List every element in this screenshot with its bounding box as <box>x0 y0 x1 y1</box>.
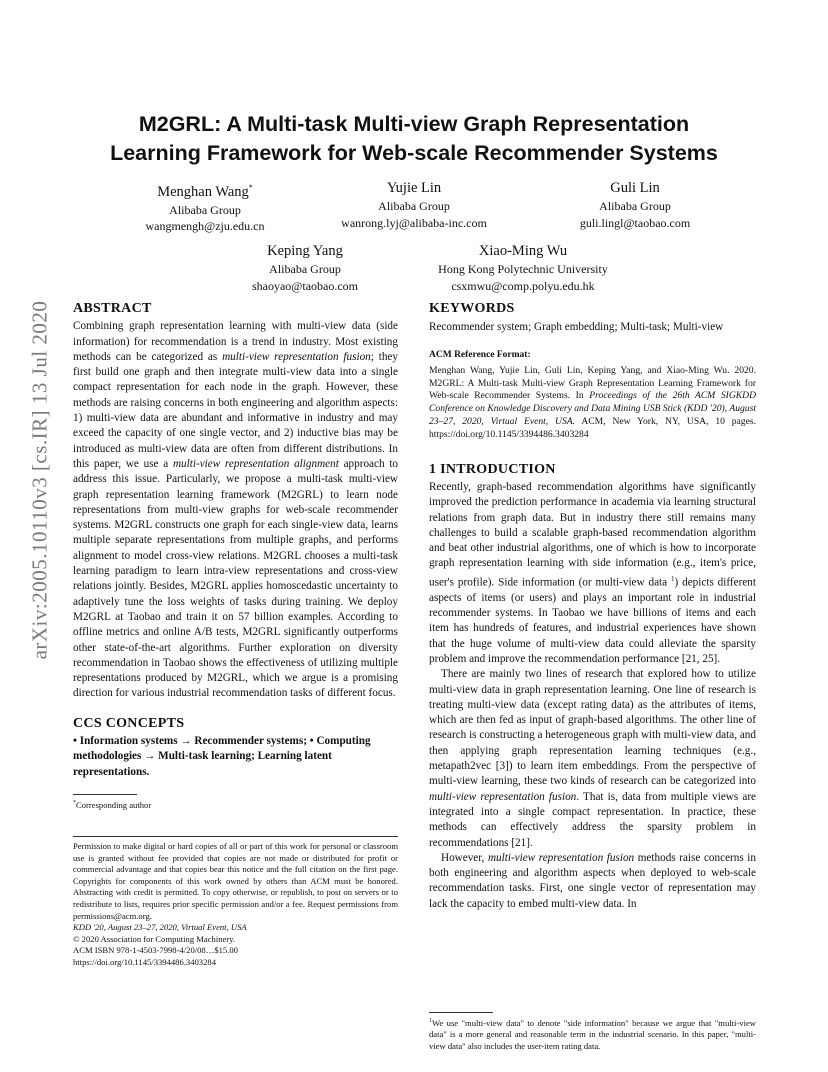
isbn-line: ACM ISBN 978-1-4503-7998-4/20/08…$15.00 <box>73 945 238 956</box>
author-mark: * <box>248 183 253 192</box>
keywords-heading: KEYWORDS <box>429 301 515 316</box>
footnote-block <box>429 1012 756 1053</box>
author-block <box>110 178 300 235</box>
author-affiliation: Hong Kong Polytechnic University <box>438 262 608 276</box>
copyright-line: © 2020 Association for Computing Machinery. <box>73 933 236 944</box>
permission-text: Permission to make digital or hard copies of all or part of this work for personal or classroom use is granted without fee provided that copies are not made or distributed for profit or commercial advantage and that copies bear this notice and the full citation on the first page. Copyrights for components of this work owned by others than ACM must be honored. Abstracting with credit is permitted. To copy otherwise, or republish, to post on servers or to redistribute to lists, requires prior specific permission and/or a fee. Request permissions from permissions@acm.org. <box>73 841 398 921</box>
title-line-2: Learning Framework for Web-scale Recommender Systems <box>110 141 718 165</box>
author-email: guli.lingl@taobao.com <box>579 215 691 230</box>
left-column <box>73 301 398 811</box>
keywords-text: Recommender system; Graph embedding; Multi-task; Multi-view <box>429 321 724 334</box>
arxiv-stamp <box>20 300 60 660</box>
acm-ref-text: Menghan Wang, Yujie Lin, Guli Lin, Keping Yang, and Xiao-Ming Wu. 2020. M2GRL: A Multi-task Multi-view Graph Representation Learning Framework for Web-scale Recommender Systems. In Proceedings of the 26th ACM SIGKDD Conference on Knowledge Discovery and Data Mining USB Stick (KDD '20), August 23–27, 2020, Virtual Event, USA. ACM, New York, NY, USA, 10 pages. https://doi.org/10.1145/3394486.3403284 <box>429 364 756 440</box>
permission-rule <box>73 836 398 837</box>
arxiv-stamp-text: arXiv:2005.10110v3 [cs.IR] 13 Jul 2020 <box>27 300 52 660</box>
footnote-1: $^1$We use "multi-view data" to denote "side information" because we argue that "multi-view data" is a more general and reasonable term in the industrial scenario. In this paper, "multi-view data" also includes the user-item rating data. <box>429 1017 756 1052</box>
author-name: Yujie Lin <box>386 180 442 196</box>
acm-ref-heading: ACM Reference Format: <box>429 349 531 360</box>
footnote-rule <box>73 794 137 795</box>
ccs-heading: CCS CONCEPTS <box>73 715 185 731</box>
title-line-1: M2GRL: A Multi-task Multi-view Graph Representation <box>138 112 690 136</box>
author-affiliation: Alibaba Group <box>599 199 671 213</box>
author-affiliation: Alibaba Group <box>169 202 241 217</box>
author-block <box>210 241 400 294</box>
abstract-heading: ABSTRACT <box>73 301 152 316</box>
author-email: csxmwu@comp.polyu.edu.hk <box>451 278 595 293</box>
author-block <box>540 178 730 231</box>
author-name: Keping Yang <box>267 243 343 259</box>
right-column <box>429 301 756 912</box>
corresponding-footnote: *Corresponding author <box>73 799 152 810</box>
intro-paragraph: However, multi-view representation fusion methods raise concerns in both engineering and algorithm aspects when deployed to web-scale recommendation tasks. First, one single vector of representation may lack the capacity to embed multi-view data. In <box>429 851 756 910</box>
ccs-text: • Information systems → Recommender systems; • Computing methodologies → Multi-task learning; Learning latent representations. <box>73 735 371 778</box>
abstract-text: Combining graph representation learning with multi-view data (side information) for recommendation is a trend in industry. Most existing methods can be categorized as multi-view representation fusion; they first build one graph and then integrate multi-view data into a single compact representation for each node in the graph. However, these methods are raising concerns in both engineering and algorithm aspects: 1) multi-view data are abundant and informative in industry and may exceed the capacity of one single vector, and 2) inductive bias may be introduced as multi-view data are often from different distributions. In this paper, we use a multi-view representation alignment approach to address this issue. Particularly, we propose a multi-task multi-view graph representation learning framework (M2GRL) to learn node representations from multi-view graphs for web-scale recommender systems. M2GRL constructs one graph for each single-view data, learns multiple separate representations from multiple graphs, and performs alignment to model cross-view relations. M2GRL chooses a multi-task learning paradigm to learn intra-view representations and cross-view relations jointly. Besides, M2GRL applies homoscedastic uncertainty to adaptively tune the loss weights of tasks during training. We deploy M2GRL at Taobao and train it on 57 billion examples. According to offline metrics and online A/B tests, M2GRL significantly outperforms other state-of-the-art algorithms. Further exploration on diversity recommendation in Taobao shows the effectiveness of utilizing multiple representations produced by M2GRL, which we argue is a promising direction for various industrial recommendation tasks of different focus. <box>73 320 399 700</box>
author-name: Guli Lin <box>610 180 660 196</box>
author-email: wanrong.lyj@alibaba-inc.com <box>341 215 487 230</box>
intro-paragraph: Recently, graph-based recommendation algorithms have significantly improved the prediction performance in academia via learning structural relations from graph data. But in industry there still remains many challenges to build a scalable graph-based recommendation algorithm and beat other industrial algorithms, one of which is how to incorporate graph representation learning with side information (e.g., item's price, user's profile). Side information (or multi-view data $^1$) depicts different aspects of items (or users) and plays an important role in industrial recommender systems. In Taobao we have billions of items and each item has hundreds of features, and industrial experiences have shown that the huge volume of multi-view data could alleviate the sparsity problem and improve the recommendation performance [21, 25]. <box>429 480 756 665</box>
author-block <box>314 178 514 231</box>
author-affiliation: Alibaba Group <box>269 262 341 276</box>
doi-line: https://doi.org/10.1145/3394486.3403284 <box>73 956 216 967</box>
author-email: shaoyao@taobao.com <box>251 278 359 293</box>
paper-title <box>0 110 828 168</box>
venue-line: KDD '20, August 23–27, 2020, Virtual Event, USA <box>73 922 247 933</box>
author-affiliation: Alibaba Group <box>378 199 450 213</box>
author-email: wangmengh@zju.edu.cn <box>145 219 265 234</box>
permission-block <box>73 836 398 969</box>
footnote-rule <box>429 1012 493 1013</box>
author-name: Menghan Wang* <box>157 183 253 200</box>
author-name: Xiao-Ming Wu <box>478 243 568 259</box>
intro-paragraph: There are mainly two lines of research that explored how to utilize multi-view data in graph representation learning. One line of research is treating multi-view data (except rating data) as the attributes of items, which are then fed as input of graph-based algorithms. The other line of research is constructing a heterogeneous graph with multi-view data, and then applying graph representation learning techniques (e.g., metapath2vec [3]) to learn item embeddings. From the perspective of multi-view learning, these two kinds of research can be categorized into multi-view representation fusion. That is, data from multiple views are integrated into a single compact representation. In practice, these methods can effectively address the sparsity problem in recommendations [21]. <box>429 668 757 849</box>
intro-heading: 1 INTRODUCTION <box>429 461 556 477</box>
author-block <box>418 241 628 294</box>
